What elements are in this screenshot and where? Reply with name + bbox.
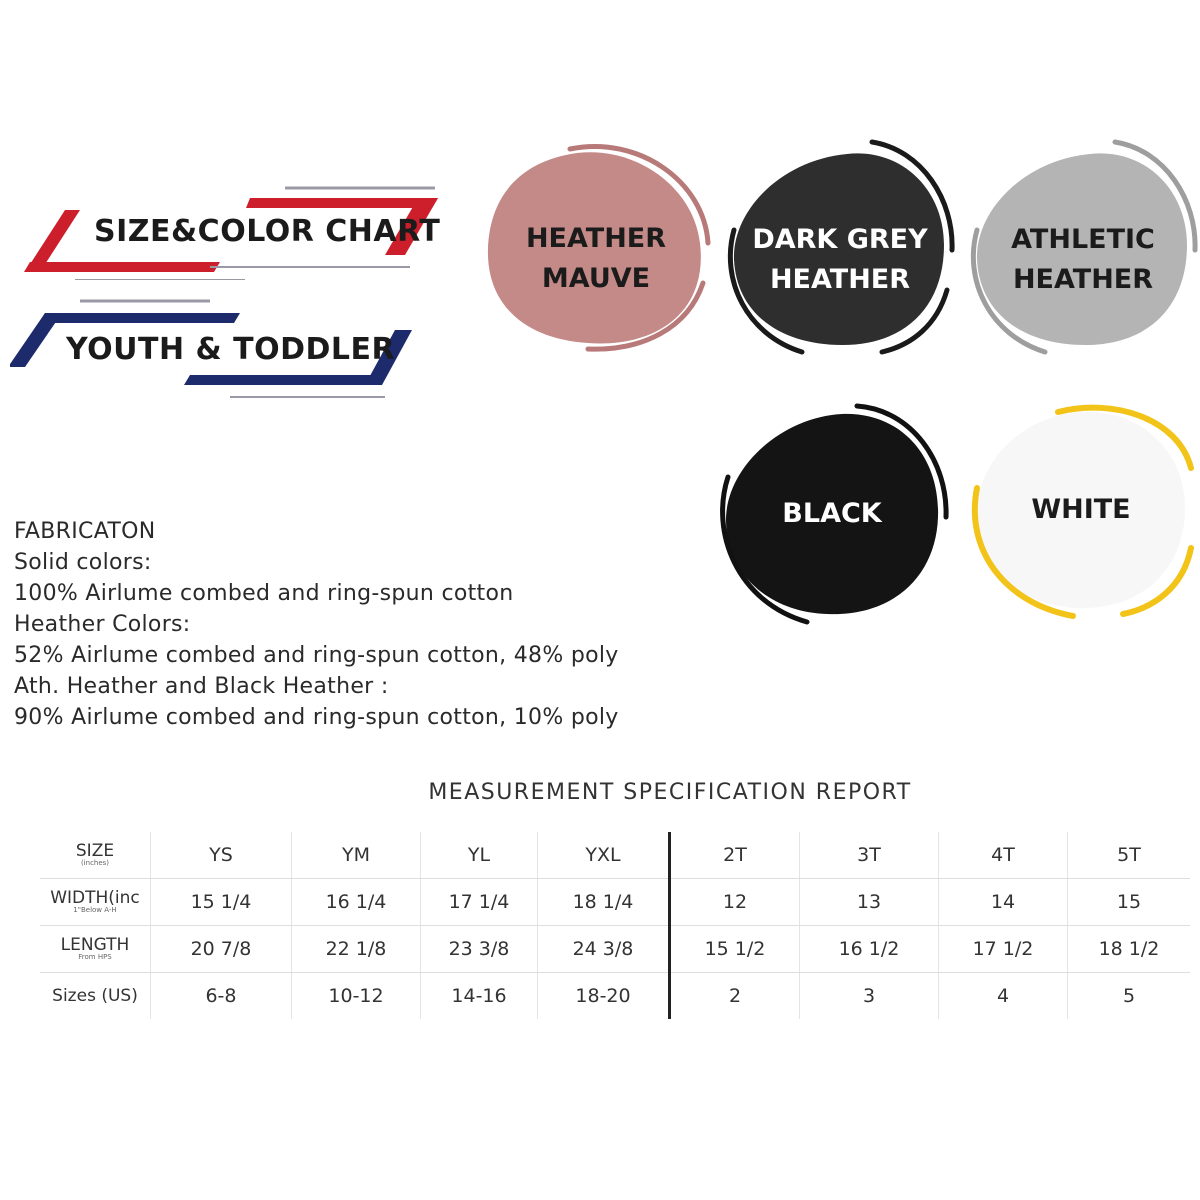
row-header-label: Sizes (US)	[52, 986, 138, 1006]
row-header	[40, 973, 151, 1020]
table-cell: 10-12	[292, 973, 421, 1020]
table-row	[40, 879, 1190, 926]
table-cell: YXL	[538, 832, 670, 879]
swatch-label: DARK GREY HEATHER	[752, 224, 928, 295]
table-cell: 14	[939, 879, 1068, 926]
ath-heather-label: Ath. Heather and Black Heather :	[14, 674, 389, 699]
table-cell: 5T	[1068, 832, 1191, 879]
swatch-label: HEATHER MAUVE	[525, 223, 667, 294]
table-cell: 24 3/8	[538, 926, 670, 973]
table-cell: 18 1/4	[538, 879, 670, 926]
table-cell: 15 1/4	[151, 879, 292, 926]
table-cell: 22 1/8	[292, 926, 421, 973]
table-cell: YM	[292, 832, 421, 879]
row-header-label: LENGTH	[60, 935, 130, 955]
table-cell: 3	[800, 973, 939, 1020]
swatch-label: WHITE	[1031, 494, 1131, 525]
size-color-chart-title: SIZE&COLOR CHART	[94, 214, 441, 249]
table-cell: YL	[421, 832, 538, 879]
report-title: MEASUREMENT SPECIFICATION REPORT	[428, 780, 912, 805]
solid-colors-label: Solid colors:	[14, 550, 152, 575]
table-cell: 23 3/8	[421, 926, 538, 973]
fabrication-heading: FABRICATON	[14, 519, 156, 544]
swatch-white	[963, 398, 1199, 623]
row-header	[40, 879, 151, 926]
table-cell: 17 1/2	[939, 926, 1068, 973]
table-row	[40, 973, 1190, 1020]
table-cell: 16 1/4	[292, 879, 421, 926]
table-cell: 2	[670, 973, 800, 1020]
ath-heather-text: 90% Airlume combed and ring-spun cotton, 10% poly	[14, 705, 619, 730]
size-color-chart-banner	[20, 180, 450, 280]
swatch-athletic-heather	[965, 140, 1200, 355]
row-header-note: 1"Below A-H	[73, 906, 117, 914]
heather-colors-label: Heather Colors:	[14, 612, 191, 637]
table-cell: 17 1/4	[421, 879, 538, 926]
heather-colors-text: 52% Airlume combed and ring-spun cotton, 48% poly	[14, 643, 619, 668]
table-cell: 18-20	[538, 973, 670, 1020]
row-header	[40, 926, 151, 973]
row-header-note: (inches)	[80, 859, 110, 867]
table-cell: 4	[939, 973, 1068, 1020]
table-cell: YS	[151, 832, 292, 879]
table-row	[40, 926, 1190, 973]
measurement-table	[40, 832, 1190, 1019]
table-cell: 20 7/8	[151, 926, 292, 973]
row-header-label: SIZE	[75, 841, 115, 861]
table-row	[40, 832, 1190, 879]
table-cell: 6-8	[151, 973, 292, 1020]
row-header	[40, 832, 151, 879]
swatch-black	[712, 402, 952, 627]
table-cell: 5	[1122, 985, 1136, 1007]
swatch-label: ATHLETIC HEATHER	[1011, 224, 1155, 295]
table-cell: 14-16	[421, 973, 538, 1020]
swatch-dark-grey-heather	[722, 140, 958, 355]
table-cell: 4T	[939, 832, 1068, 879]
solid-colors-text: 100% Airlume combed and ring-spun cotton	[14, 581, 514, 606]
table-cell: 15 1/2	[670, 926, 800, 973]
row-header-label: WIDTH(inc	[50, 888, 140, 908]
table-cell: 3T	[800, 832, 939, 879]
table-cell: 13	[800, 879, 939, 926]
youth-toddler-banner	[10, 295, 430, 405]
swatch-label: BLACK	[782, 498, 882, 529]
table-cell: 18 1/2	[1068, 926, 1191, 973]
fabrication-section	[14, 516, 714, 733]
table-cell: 12	[670, 879, 800, 926]
table-cell: 16 1/2	[800, 926, 939, 973]
youth-toddler-title: YOUTH & TODDLER	[66, 332, 396, 367]
table-cell: 15	[1068, 879, 1191, 926]
table-cell: 2T	[670, 832, 800, 879]
row-header-note: From HPS	[78, 953, 112, 961]
swatch-heather-mauve	[478, 143, 714, 353]
